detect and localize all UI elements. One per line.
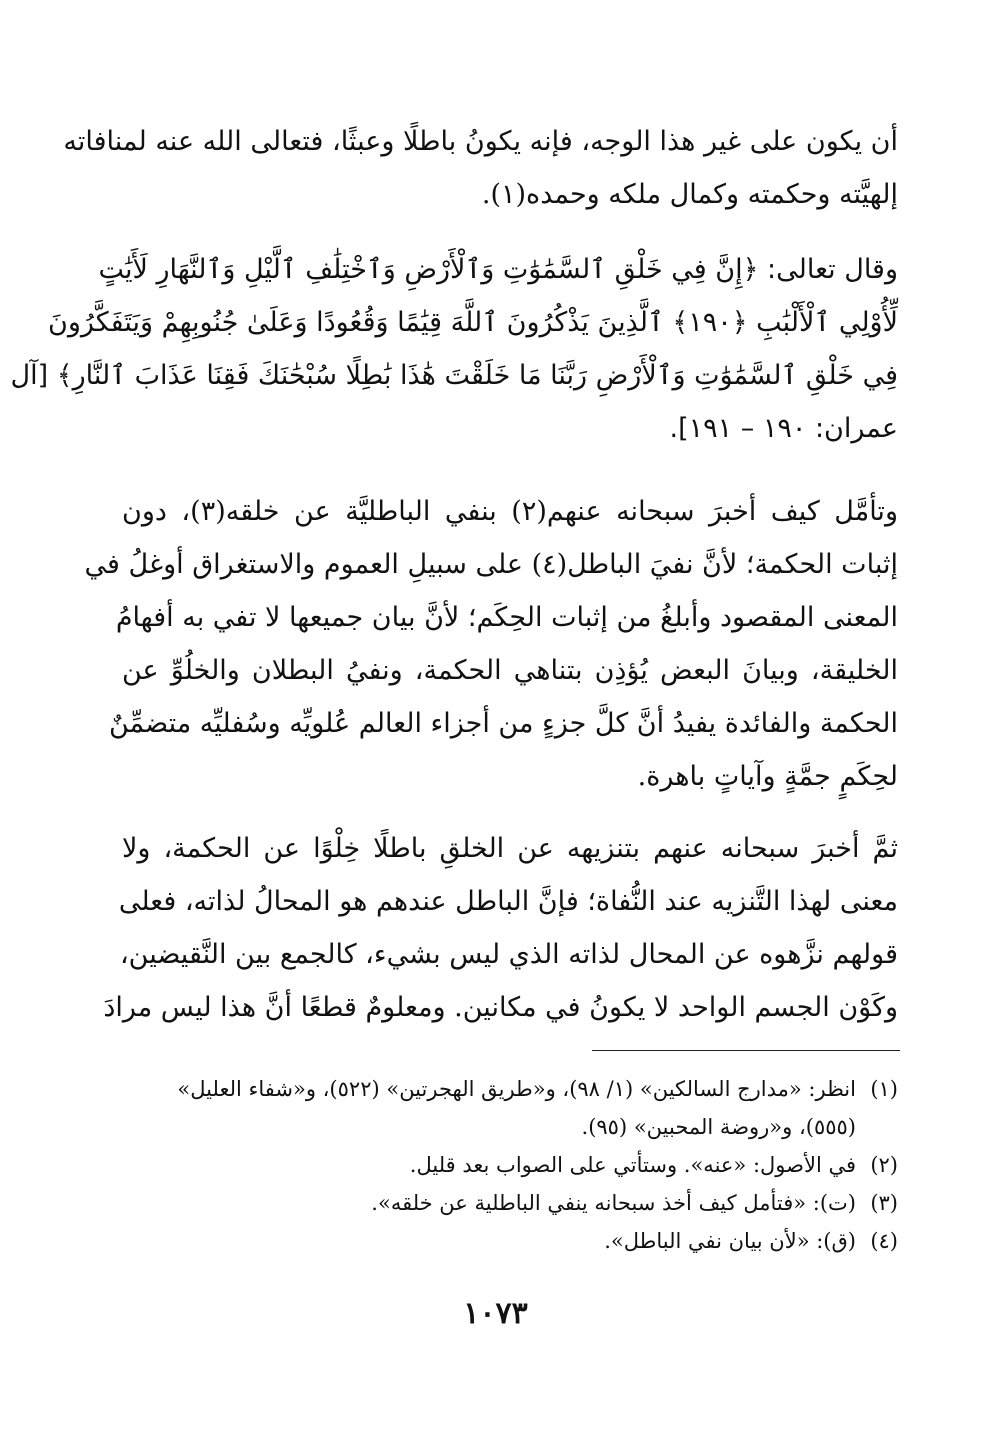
- text-line: إثبات الحكمة؛ لأنَّ نفيَ الباطل(٤) على سبيلِ العموم والاستغراق أوغلُ في: [84, 549, 898, 580]
- footnote-number: (٣): [870, 1191, 898, 1215]
- footnote-number: (١): [870, 1077, 898, 1101]
- text-line: معنى لهذا التَّنزيه عند النُّفاة؛ فإنَّ الباطل عندهم هو المحالُ لذاته، فعلى: [118, 886, 898, 917]
- footnote-text: في الأصول: «عنه». وستأتي على الصواب بعد قليل.: [409, 1153, 856, 1177]
- text-line: وتأمَّل كيف أخبرَ سبحانه عنهم(٢) بنفي الباطليَّة عن خلقه(٣)، دون: [122, 496, 898, 527]
- text-line: لحِكَمٍ جمَّةٍ وآياتٍ باهرة.: [637, 761, 898, 792]
- footnote-number: (٤): [870, 1229, 898, 1253]
- footnote-text: (٥٥٥)، و«روضة المحبين» (٩٥).: [581, 1115, 856, 1139]
- quran-quote-paragraph: [10, 243, 898, 455]
- text-line: فِي خَلْقِ ٱلسَّمَٰوَٰتِ وَٱلْأَرْضِ رَبَّنَا مَا خَلَقْتَ هَٰذَا بَٰطِلًا سُبْحَٰنَكَ فَقِنَا عَذَابَ ٱلنَّارِ﴾ [آل: [10, 360, 898, 391]
- paragraph-3: [84, 485, 898, 803]
- footnote-1: [122, 1070, 898, 1108]
- text-line: قولهم نزَّهوه عن المحال لذاته الذي ليس بشيء، كالجمع بين النَّقيضين،: [119, 939, 898, 970]
- footnote-separator: [592, 1050, 900, 1051]
- paragraph-1: [63, 115, 898, 221]
- page-number: ١٠٧٣: [463, 1296, 528, 1331]
- paragraph-4: [103, 822, 898, 1034]
- text-line: ثمَّ أخبرَ سبحانه عنهم بتنزيهه عن الخلقِ باطلًا خِلْوًا عن الحكمة، ولا: [122, 833, 898, 864]
- footnote-text: (ت): «فتأمل كيف أخذ سبحانه ينفي الباطلية عن خلقه».: [371, 1191, 856, 1215]
- footnotes: [122, 1070, 898, 1260]
- footnote-text: انظر: «مدارج السالكين» (١/ ٩٨)، و«طريق الهجرتين» (٥٢٢)، و«شفاء العليل»: [177, 1077, 856, 1101]
- text-line: إلهيَّته وحكمته وكمال ملكه وحمده(١).: [481, 179, 898, 210]
- footnote-3: [122, 1184, 898, 1222]
- footnote-2: [122, 1146, 898, 1184]
- text-line: المعنى المقصود وأبلغُ من إثبات الحِكَم؛ لأنَّ بيان جميعها لا تفي به أفهامُ: [115, 602, 898, 633]
- text-line: وقال تعالى: ﴿إِنَّ فِي خَلْقِ ٱلسَّمَٰوَٰتِ وَٱلْأَرْضِ وَٱخْتِلَٰفِ ٱلَّيْلِ وَٱلنَّهَارِ لَأَيَٰتٍ: [98, 254, 898, 285]
- text-line: أن يكون على غير هذا الوجه، فإنه يكونُ باطلًا وعبثًا، فتعالى الله عنه لمنافاته: [63, 126, 898, 157]
- text-line: وكَوْن الجسم الواحد لا يكونُ في مكانين. ومعلومٌ قطعًا أنَّ هذا ليس مرادَ: [103, 992, 898, 1023]
- footnote-text: (ق): «لأن بيان نفي الباطل».: [604, 1229, 856, 1253]
- text-line: الحكمة والفائدة يفيدُ أنَّ كلَّ جزءٍ من أجزاء العالم عُلويِّه وسُفليِّه متضمِّنٌ: [109, 708, 898, 739]
- text-line: الخليقة، وبيانَ البعض يُؤذِن بتناهي الحكمة، ونفيُ البطلان والخلُوِّ عن: [122, 655, 898, 686]
- text-line: لِّأُوْلِي ٱلْأَلْبَٰبِ ﴿١٩٠﴾ ٱلَّذِينَ يَذْكُرُونَ ٱللَّهَ قِيَٰمًا وَقُعُودًا وَعَلَىٰ جُنُوبِهِمْ وَيَتَفَكَّرُونَ: [48, 307, 898, 338]
- text-line: عمران: ١٩٠ – ١٩١].: [669, 413, 898, 444]
- footnote-4: [122, 1222, 898, 1260]
- footnote-number: (٢): [870, 1153, 898, 1177]
